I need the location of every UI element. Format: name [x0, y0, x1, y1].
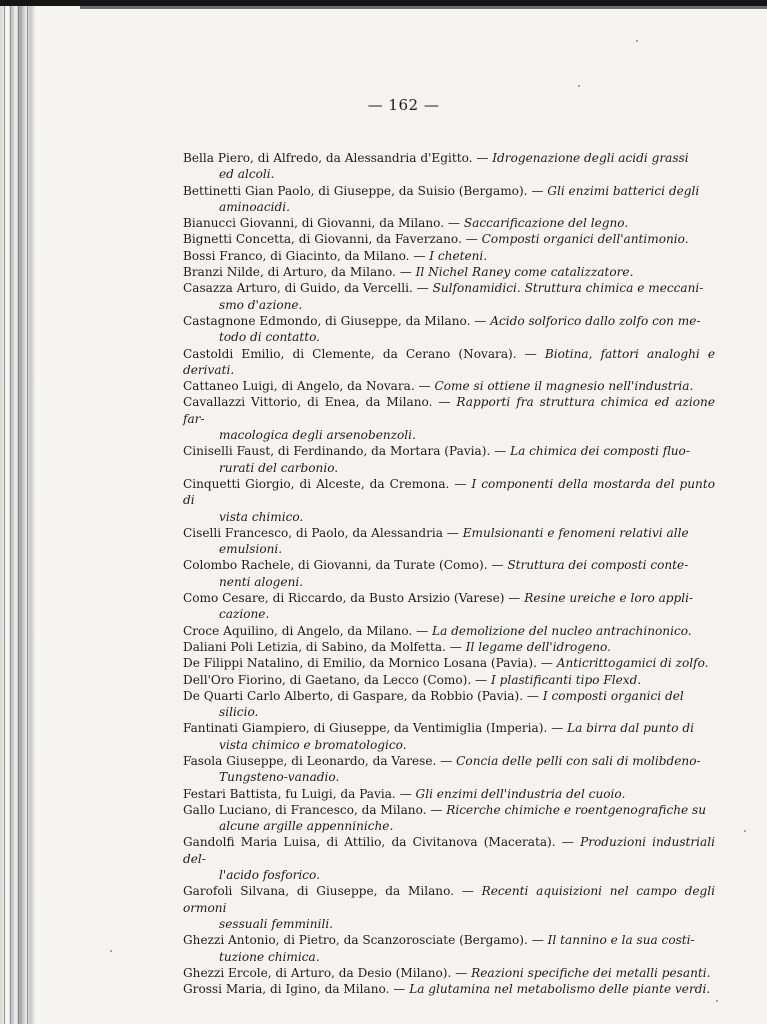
bibliography-entry [183, 965, 715, 981]
bibliography-entry [183, 883, 715, 932]
entry-title: Acido solforico dallo zolfo con me- [490, 313, 701, 328]
entry-title: Produzioni industriali del- [183, 835, 715, 866]
bibliography-entry [183, 688, 715, 721]
entry-author: Bettinetti Gian Paolo, di Giuseppe, da Suisio (Bergamo). — [183, 183, 548, 198]
entry-author: Bignetti Concetta, di Giovanni, da Faverzano. — [183, 232, 482, 247]
page-number: — 162 — [367, 96, 440, 114]
entry-title-continuation: vista chimico e bromatologico. [219, 737, 407, 752]
entry-title-continuation: cazione. [219, 607, 270, 622]
entry-title-continuation: silicio. [219, 705, 259, 720]
bibliography-entry [183, 248, 715, 264]
bibliography-entry [183, 378, 715, 394]
entry-title-continuation: alcune argille appenniniche. [219, 819, 394, 834]
entry-title-continuation: aminoacidi. [219, 199, 290, 214]
entry-title-continuation: smo d'azione. [219, 297, 303, 312]
entry-author: Bianucci Giovanni, di Giovanni, da Milano. — [183, 216, 464, 231]
entry-title: Il Nichel Raney come catalizzatore. [415, 265, 634, 280]
bibliography-entry [183, 443, 715, 476]
entry-author: Dell'Oro Fiorino, di Gaetano, da Lecco (Como). — [183, 672, 491, 687]
bibliography-entry [183, 215, 715, 231]
paper-speck [636, 40, 638, 42]
bibliography-entry [183, 280, 715, 313]
entry-title-continuation: sessuali femminili. [219, 916, 334, 931]
entry-author: Colombo Rachele, di Giovanni, da Turate (Como). — [183, 558, 508, 573]
bibliography-entry [183, 720, 715, 753]
bibliography-entry [183, 672, 715, 688]
entry-title-continuation: macologica degli arsenobenzoli. [219, 428, 416, 443]
entry-author: Bella Piero, di Alfredo, da Alessandria d'Egitto. — [183, 151, 493, 165]
entry-author: Castagnone Edmondo, di Giuseppe, da Milano. — [183, 313, 491, 328]
entry-title: Gli enzimi batterici degli [547, 183, 700, 198]
entry-title: I cheteni. [429, 248, 488, 263]
bibliography-entry [183, 802, 715, 835]
entry-author: Garofoli Silvana, di Giuseppe, da Milano. — [183, 884, 482, 899]
bibliography-entry [183, 834, 715, 883]
entry-title: Saccarificazione del legno. [463, 216, 629, 231]
bibliography-entry [183, 525, 715, 558]
entry-author: De Filippi Natalino, di Emilio, da Mornico Losana (Pavia). — [183, 656, 557, 671]
bibliography-entry [183, 476, 715, 525]
binding-edge-line [4, 0, 5, 1024]
bibliography-entry [183, 264, 715, 280]
bibliography-entry [183, 394, 715, 443]
entry-title: Ricerche chimiche e roentgenografiche su [446, 802, 707, 817]
entry-author: Fantinati Giampiero, di Giuseppe, da Ventimiglia (Imperia). — [183, 721, 568, 736]
entry-author: Croce Aquilino, di Angelo, da Milano. — [183, 623, 433, 638]
entry-title: La demolizione del nucleo antrachinonico. [432, 623, 692, 638]
paper-speck [744, 830, 746, 832]
entry-author: Casazza Arturo, di Guido, da Vercelli. — [183, 281, 433, 296]
entry-title-continuation: rurati del carbonio. [219, 460, 339, 475]
entry-title: Recenti aquisizioni nel campo degli ormoni [183, 884, 715, 915]
bibliography-entry [183, 313, 715, 346]
entry-title-continuation: Tungsteno-vanadio. [219, 770, 340, 785]
bibliography-entry [183, 981, 715, 997]
bibliography-entry [183, 623, 715, 639]
entry-title-continuation: todo di contatto. [219, 330, 321, 345]
binding-edge-line [27, 0, 28, 1024]
entry-author: Bossi Franco, di Giacinto, da Milano. — [183, 248, 430, 263]
entry-author: Gandolfi Maria Luisa, di Attilio, da Civitanova (Macerata). — [183, 835, 581, 850]
entry-title: Composti organici dell'antimonio. [481, 232, 689, 247]
entry-title: Reazioni specifiche dei metalli pesanti. [471, 965, 711, 980]
entry-author: Ciniselli Faust, di Ferdinando, da Mortara (Pavia). — [183, 444, 511, 459]
entry-title: Concia delle pelli con sali di molibdeno- [456, 753, 701, 768]
entry-title: Il legame dell'idrogeno. [465, 639, 611, 654]
bibliography-entry [183, 590, 715, 623]
paper-speck [110, 950, 112, 952]
bibliography-entry [183, 557, 715, 590]
entry-author: De Quarti Carlo Alberto, di Gaspare, da Robbio (Pavia). — [183, 688, 543, 703]
entry-title: Rapporti fra struttura chimica ed azione far- [183, 395, 715, 426]
entry-title: La birra dal punto di [567, 721, 694, 736]
entry-author: Branzi Nilde, di Arturo, da Milano. — [183, 265, 416, 280]
entry-author: Cavallazzi Vittorio, di Enea, da Milano. — [183, 395, 457, 410]
entry-author: Ghezzi Ercole, di Arturo, da Desio (Milano). — [183, 965, 472, 980]
entry-title-continuation: nenti alogeni. [219, 574, 304, 589]
entry-title: I componenti della mostarda del punto di [183, 476, 715, 508]
entry-author: Daliani Poli Letizia, di Sabino, da Molfetta. — [183, 639, 466, 654]
bibliography-entry [183, 346, 715, 379]
entry-author: Gallo Luciano, di Francesco, da Milano. — [183, 802, 447, 817]
entry-title: Idrogenazione degli acidi grassi [492, 151, 689, 165]
entry-title-continuation: tuzione chimica. [219, 949, 320, 964]
entry-title: La chimica dei composti fluo- [510, 444, 690, 459]
entry-author: Fasola Giuseppe, di Leonardo, da Varese. — [183, 753, 457, 768]
page-top-edge-shadow [80, 6, 767, 9]
entry-title-continuation: l'acido fosforico. [219, 868, 320, 883]
entry-author: Como Cesare, di Riccardo, da Busto Arsizio (Varese) — [183, 591, 525, 606]
entry-list [183, 150, 715, 997]
entry-title: Biotina, fattori analoghi e derivati. [183, 346, 715, 377]
entry-title: Emulsionanti e fenomeni relativi alle [462, 525, 689, 540]
entry-title-continuation: emulsioni. [219, 542, 283, 557]
entry-title: I composti organici del [542, 688, 684, 703]
entry-author: Ciselli Francesco, di Paolo, da Alessandria — [183, 525, 463, 540]
entry-title: Come si ottiene il magnesio nell'industria. [434, 379, 694, 394]
bibliography-entry [183, 183, 715, 216]
entry-title: Il tannino e la sua costi- [547, 933, 695, 948]
entry-title: Anticrittogamici di zolfo. [556, 656, 709, 671]
paper-speck [716, 1000, 718, 1002]
bibliography-entry [183, 655, 715, 671]
entry-author: Grossi Maria, di Igino, da Milano. — [183, 982, 410, 997]
bibliography-entry [183, 932, 715, 965]
bibliography-entry [183, 150, 715, 183]
bibliography-entry [183, 753, 715, 786]
binding-edge-line [10, 0, 11, 1024]
bibliography-entry [183, 786, 715, 802]
entry-title: La glutamina nel metabolismo delle piante verdi. [409, 982, 711, 997]
paper-speck [578, 85, 580, 87]
bibliography-entry [183, 231, 715, 247]
entry-title: Resine ureiche e loro appli- [524, 591, 694, 606]
entry-title: Sulfonamidici. Struttura chimica e meccani- [432, 281, 704, 296]
entry-title: I plastificanti tipo Flexd. [491, 672, 642, 687]
entry-title-continuation: ed alcoli. [219, 167, 275, 182]
entry-author: Cinquetti Giorgio, di Alceste, da Cremona. — [183, 476, 472, 491]
entry-author: Cattaneo Luigi, di Angelo, da Novara. — [183, 379, 435, 394]
entry-title: Gli enzimi dell'industria del cuoio. [415, 786, 626, 801]
entry-title: Struttura dei composti conte- [507, 558, 689, 573]
binding-edge-line [18, 0, 19, 1024]
entry-author: Castoldi Emilio, di Clemente, da Cerano (Novara). — [183, 346, 545, 361]
entry-author: Festari Battista, fu Luigi, da Pavia. — [183, 786, 416, 801]
bibliography-entry [183, 639, 715, 655]
entry-author: Ghezzi Antonio, di Pietro, da Scanzorosciate (Bergamo). — [183, 933, 548, 948]
book-binding-shadow [0, 0, 46, 1024]
entry-title-continuation: vista chimico. [219, 509, 304, 524]
